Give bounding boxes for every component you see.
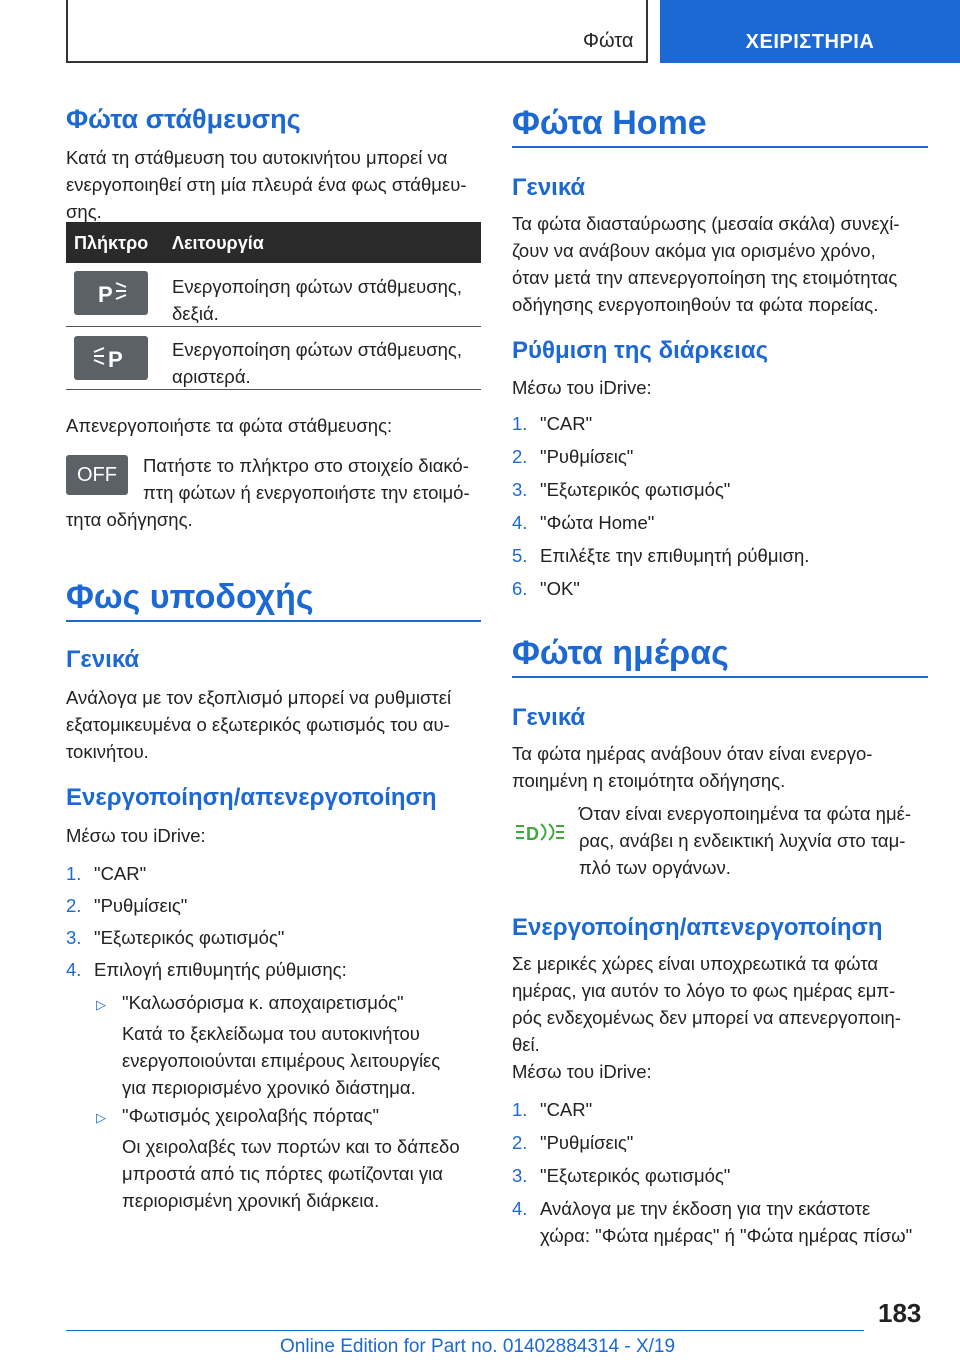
section-rule <box>66 620 481 622</box>
off-text: Πατήστε το πλήκτρο στο στοιχείο διακό- πτη φώτων ή ενεργοποιήστε την ετοιμό- <box>143 455 470 503</box>
sub-item-text: Οι χειρολαβές των πορτών και το δάπεδο μπροστά από τις πόρτες φωτίζονται για περιορισμένη χρονική διάρκεια. <box>122 1136 460 1211</box>
svg-text:D: D <box>526 824 539 844</box>
welcome-light-title: Φως υποδοχής <box>66 578 314 616</box>
parking-lights-title: Φώτα στάθμευσης <box>66 104 301 134</box>
table-header <box>66 222 481 263</box>
welcome-act-title: Ενεργοποίηση/απενεργοποίηση <box>66 784 437 811</box>
sub-item-text: Κατά το ξεκλείδωμα του αυτοκινήτου ενεργοποιούνται επιμέρους λειτουργίες για περιορισμένο χρονικό διάστημα. <box>122 1023 441 1098</box>
parking-intro: Κατά τη στάθμευση του αυτοκινήτου μπορεί να ενεργοποιηθεί στη μία πλευρά ένα φως στάθμευ- σης. <box>66 147 467 222</box>
daytime-lights-title: Φώτα ημέρας <box>512 634 729 672</box>
off-text-cont: τητα οδήγησης. <box>66 509 193 530</box>
section-rule <box>512 146 928 148</box>
page-number: 183 <box>878 1298 922 1328</box>
sub-item-label: "Καλωσόρισμα κ. αποχαιρετισμός" <box>122 992 404 1013</box>
table-row-right-text: Ενεργοποίηση φώτων στάθμευσης, δεξιά. <box>172 276 462 324</box>
welcome-via: Μέσω του iDrive: <box>66 825 206 846</box>
footer-edition: Online Edition for Part no. 01402884314 - X/19 <box>280 1336 676 1357</box>
day-general-title: Γενικά <box>512 704 586 731</box>
home-general-title: Γενικά <box>512 174 586 201</box>
list-item-cont: χώρα: "Φώτα ημέρας" ή "Φώτα ημέρας πίσω" <box>540 1225 913 1246</box>
footer-rule <box>66 1330 864 1331</box>
section-rule <box>512 676 928 678</box>
home-lights-title: Φώτα Home <box>512 104 707 142</box>
sub-item-label: "Φωτισμός χειρολαβής πόρτας" <box>122 1105 380 1126</box>
table-divider <box>66 389 481 390</box>
sub-item-marker: ▷ <box>96 997 106 1012</box>
header-section: Φώτα <box>583 30 634 52</box>
off-button-icon: OFF <box>66 455 128 495</box>
header-chapter: ΧΕΙΡΙΣΤΗΡΙΑ <box>660 0 960 63</box>
table-divider <box>66 326 481 327</box>
day-act-title: Ενεργοποίηση/απενεργοποίηση <box>512 914 883 941</box>
svg-text:P: P <box>108 347 123 372</box>
sub-item-marker: ▷ <box>96 1110 106 1125</box>
table-col-key: Πλήκτρο <box>74 233 149 253</box>
welcome-general-title: Γενικά <box>66 646 140 673</box>
parking-deactivate-text: Απενεργοποιήστε τα φώτα στάθμευσης: <box>66 415 393 436</box>
daytime-running-light-icon <box>512 814 568 850</box>
day-general-text: Τα φώτα ημέρας ανάβουν όταν είναι ενεργο- ποιημένη η ετοιμότητα οδήγησης. <box>512 743 873 791</box>
table-row-left-text: Ενεργοποίηση φώτων στάθμευσης, αριστερά. <box>172 339 462 387</box>
header-box <box>66 0 648 63</box>
table-col-function: Λειτουργία <box>172 233 264 253</box>
day-via: Μέσω του iDrive: <box>512 1061 652 1082</box>
welcome-general-text: Ανάλογα με τον εξοπλισμό μπορεί να ρυθμιστεί εξατομικευμένα ο εξωτερικός φωτισμός του αυ- τοκινήτου. <box>66 687 452 762</box>
duration-title: Ρύθμιση της διάρκειας <box>512 337 769 364</box>
day-act-text: Σε μερικές χώρες είναι υποχρεωτικά τα φώτα ημέρας, για αυτόν το λόγο το φως ημέρας εμπ- ρός ενδεχομένως δεν μπορεί να απενεργοποιη- θεί. <box>512 953 901 1055</box>
home-general-text: Τα φώτα διασταύρωσης (μεσαία σκάλα) συνεχί- ζουν να ανάβουν ακόμα για ορισμένο χρόνο, όταν μετά την απενεργοποίηση της ετοιμότητας οδήγησης ενεργοποιηθούν τα φώτα πορείας. <box>512 213 900 315</box>
parking-light-right-icon <box>74 271 148 315</box>
indicator-text: Όταν είναι ενεργοποιημένα τα φώτα ημέ- ρας, ανάβει η ενδεικτική λυχνία στο ταμ- πλό των οργάνων. <box>579 803 912 878</box>
home-via: Μέσω του iDrive: <box>512 377 652 398</box>
parking-light-left-icon <box>74 336 148 380</box>
svg-text:P: P <box>98 282 113 307</box>
